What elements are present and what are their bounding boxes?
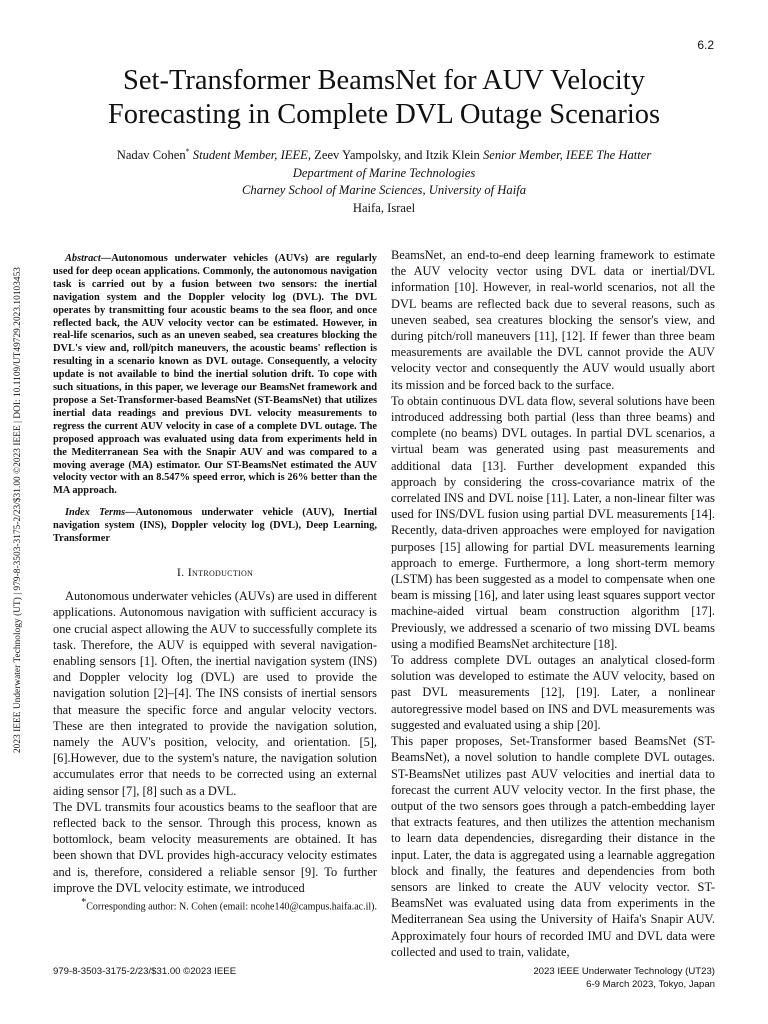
right-paragraph-3: To address complete DVL outages an analytical closed-form solution was developed to estimate the AUV velocity, based on past DVL measurements [12], [19]. Later, a nonlinear autoregressive model based on INS and DVL measurements was suggested and evaluated using a ship [20]. (391, 653, 715, 732)
footer-conference (533, 966, 715, 991)
right-paragraph-2: To obtain continuous DVL data flow, several solutions have been introduced addressing both partial (less than three beams) and complete (no beams) DVL outages. In partial DVL scenarios, a virtual beam was generated using past measurements and additional data [13]. Further development expanded this approach by considering the cross-covariance matrix of the correlated INS and DVL noise [11]. Later, a non-linear filter was used for INS/DVL fusion using partial DVL measurements [14]. Recently, data-driven approaches were employed for navigation purposes [15] allowing for partial DVL measurements learning approach to emerge. Furthermore, a long short-term memory (LSTM) has been suggested as a model to compensate when one beam is missing [16], and later using least squares support vector machine-aided virtual beam construction algorithm [17]. Previously, we addressed a scenario of two missing DVL beams using a modified BeamsNet architecture [18]. (391, 393, 715, 651)
affiliation-2: Department of Marine Technologies (292, 165, 476, 180)
section-heading: I. Introduction (176, 564, 254, 579)
footer-conference-name: 2023 IEEE Underwater Technology (UT23) (533, 966, 715, 977)
right-column (391, 247, 715, 960)
footer-conference-date: 6-9 March 2023, Tokyo, Japan (586, 978, 715, 990)
author-1-name: Nadav Cohen (116, 148, 186, 163)
footnote-text: Corresponding author: N. Cohen (email: ncohe140@campus.haifa.ac.il). (86, 901, 377, 913)
abstract (53, 253, 377, 498)
index-terms-lead: Index Terms (65, 507, 126, 519)
paper-title (40, 64, 728, 132)
title-line-1: Set-Transformer BeamsNet for AUV Velocity (123, 65, 645, 96)
author-block (40, 143, 728, 217)
footnote (53, 896, 377, 913)
author-1-mark: * (185, 147, 190, 156)
left-column (53, 253, 377, 896)
intro-paragraph-2: The DVL transmits four acoustics beams to the seafloor that are reflected back to the sensor. Through this process, known as bottomlock, beam velocity measurements are obtained. It has been shown that DVL provides high-accuracy velocity estimates and is, therefore, considered a reliable sensor [9]. To further improve the DVL velocity estimate, we introduced (53, 799, 377, 895)
index-terms (53, 507, 377, 546)
footnote-mark: * (81, 897, 87, 908)
index-terms-text: —Autonomous underwater vehicle (AUV), Inertial navigation system (INS), Doppler velocity log (DVL), Deep Learning, Transformer (53, 507, 377, 545)
abstract-text: —Autonomous underwater vehicles (AUVs) are regularly used for deep ocean applications. Commonly, the autonomous navigation task is carried out by a fusion between two sensors: the inertial navigation system and the Doppler velocity log (DVL). The DVL operates by transmitting four acoustic beams to the sea floor, and once reflected back, the AUV velocity vector can be estimated. However, in real-life scenarios, such as an uneven seabed, sea creatures blocking the DVL's view and, roll/pitch maneuvers, the acoustic beams' reflection is resulting in a scenario known as DVL outage. Consequently, a velocity update is not available to bind the inertial solution drift. To cope with such situations, in this paper, we leverage our BeamsNet framework and propose a Set-Transformer-based BeamsNet (ST-BeamsNet) that utilizes inertial data readings and previous DVL velocity measurements to regress the current AUV velocity in case of a complete DVL outage. The proposed approach was evaluated using data from experiments held in the Mediterranean Sea with the Snapir AUV and was compared to a moving average (MA) estimator. Our ST-BeamsNet estimated the AUV velocity vector with an 8.547% speed error, which is 26% better than the MA approach. (53, 253, 377, 497)
affiliation-4: Haifa, Israel (352, 200, 416, 215)
intro-paragraph-1: Autonomous underwater vehicles (AUVs) are used in different applications. Autonomous navigation with sufficient accuracy is one crucial aspect allowing the AUV to successfully complete its task. Therefore, the AUV is equipped with several navigation-enabling sensors [1]. Often, the inertial navigation system (INS) and Doppler velocity log (DVL) are used to provide the navigation solution [2]–[4]. The INS consists of inertial sensors that measure the specific force and angular velocity vectors. These are then integrated to provide the navigation solution, namely the AUV's position, velocity, and orientation. [5], [6].However, due to the system's nature, the navigation solution accumulates error that needs to be corrected using an external aiding sensor [7], [8] such as a DVL. (53, 589, 377, 798)
abstract-lead: Abstract (65, 253, 101, 264)
page-number: 6.2 (697, 38, 714, 52)
doi-sidebar-text: 2023 IEEE Underwater Technology (UT) | 979-8-3503-3175-2/23/$31.00 ©2023 IEEE | DOI: 10.1109/UT49729.2023.10103453 (13, 266, 23, 754)
author-3-name: and Itzik Klein (404, 148, 480, 163)
author-2-name: Zeev Yampolsky (314, 148, 398, 163)
author-line: Nadav Cohen* Student Member, IEEE, Zeev Yampolsky, and Itzik Klein Senior Member, IEEE The Hatter (116, 147, 652, 163)
right-paragraph-4: This paper proposes, Set-Transformer based BeamsNet (ST-BeamsNet), a novel solution to handle complete DVL outages. ST-BeamsNet utilizes past AUV velocities and inertial data to forecast the current AUV velocity vector. In the first phase, the output of the two sensors goes through a patch-embedding layer that extracts features, and then utilizes the attention mechanism to learn data dependencies, disregarding their distance in the input. Later, the data is aggregated using a learnable aggregation block and finally, the features and dependencies from both sensors are linked to create the AUV velocity vector. ST-BeamsNet was evaluated using data from experiments in the Mediterranean Sea using the University of Haifa's Snapir AUV. Approximately four hours of recorded IMU and DVL data were collected and used to train, validate, (391, 734, 715, 959)
right-paragraph-1: BeamsNet, an end-to-end deep learning framework to estimate the AUV velocity vector using DVL data or inertial/DVL information [10]. However, in real-world scenarios, not all the DVL beams are reflected back due to several reasons, such as uneven seabed, sea creatures blocking the sensor's view, and during pitch/roll maneuvers [11], [12]. If fewer than three beam measurements are available the DVL cannot provide the AUV velocity vector and consequently the AUV would usually abort its mission and be forced back to the surface. (391, 248, 715, 392)
footer-copyright: 979-8-3503-3175-2/23/$31.00 ©2023 IEEE (53, 966, 237, 977)
title-line-2: Forecasting in Complete DVL Outage Scenarios (107, 99, 661, 130)
doi-sidebar (10, 260, 26, 760)
author-3-role: Senior Member, IEEE (483, 148, 594, 163)
affiliation-1: The Hatter (596, 148, 652, 163)
affiliation-3: Charney School of Marine Sciences, University of Haifa (242, 183, 526, 198)
author-1-role: Student Member, IEEE (192, 148, 308, 163)
